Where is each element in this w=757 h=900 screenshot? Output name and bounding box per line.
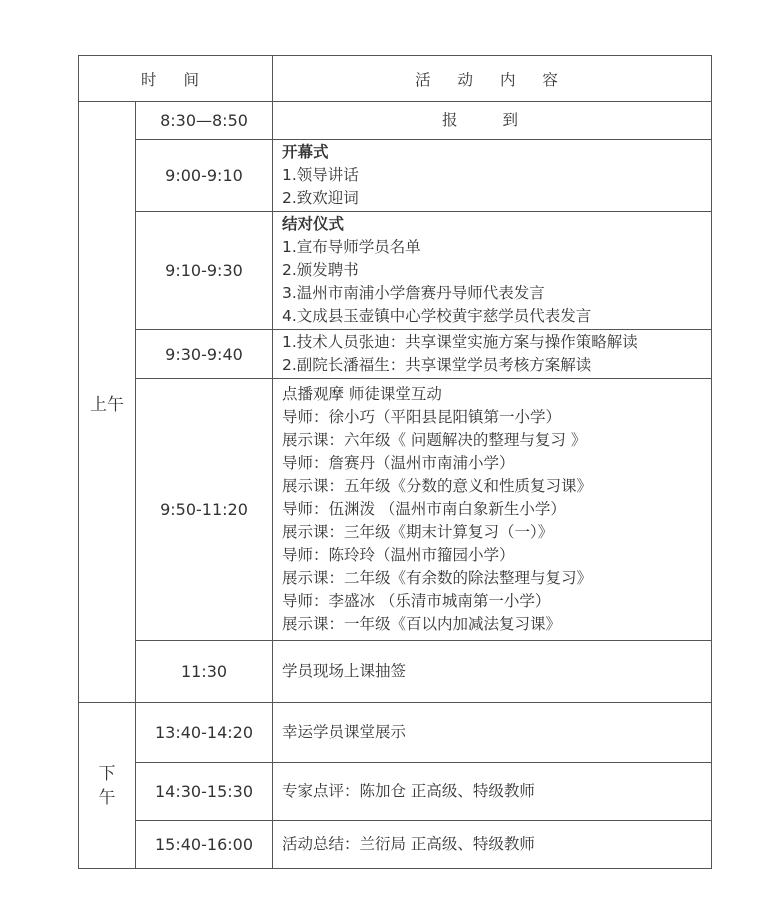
row-line: 幸运学员课堂展示 <box>282 723 407 741</box>
schedule-table <box>78 55 712 869</box>
row-content: 报 到 <box>273 102 712 140</box>
row-time: 9:50-11:20 <box>136 379 273 641</box>
row-content <box>273 140 712 212</box>
header-time: 时 间 <box>79 56 273 102</box>
period-afternoon-label-top: 下 <box>98 763 116 784</box>
period-morning <box>79 102 136 703</box>
row-content <box>273 379 712 641</box>
row-time: 9:30-9:40 <box>136 330 273 379</box>
row-line: 2.副院长潘福生：共享课堂学员考核方案解读 <box>282 356 592 374</box>
row-line: 导师：詹赛丹（温州市南浦小学） <box>282 454 515 472</box>
row-content <box>273 703 712 763</box>
row-title: 开幕式 <box>282 143 329 161</box>
table-row <box>79 379 712 641</box>
table-row <box>79 641 712 703</box>
row-time: 9:10-9:30 <box>136 212 273 330</box>
row-line: 导师：李盛冰 （乐清市城南第一小学） <box>282 592 551 610</box>
row-content <box>273 330 712 379</box>
row-line: 导师：伍渊泼 （温州市南白象新生小学） <box>282 500 566 518</box>
table-row <box>79 102 712 140</box>
row-content <box>273 821 712 869</box>
row-line: 活动总结：兰衍局 正高级、特级教师 <box>282 835 535 853</box>
table-row <box>79 140 712 212</box>
table-row <box>79 821 712 869</box>
period-afternoon-label-bottom: 午 <box>98 787 116 808</box>
row-time: 13:40-14:20 <box>136 703 273 763</box>
table-row <box>79 763 712 821</box>
row-content <box>273 763 712 821</box>
header-row <box>79 56 712 102</box>
period-morning-label: 上午 <box>90 394 124 415</box>
row-line: 2.致欢迎词 <box>282 189 359 207</box>
table-row <box>79 703 712 763</box>
row-line: 学员现场上课抽签 <box>282 662 407 680</box>
row-time: 11:30 <box>136 641 273 703</box>
row-content <box>273 212 712 330</box>
table-row <box>79 330 712 379</box>
row-line: 展示课：二年级《有余数的除法整理与复习》 <box>282 569 593 587</box>
row-line: 展示课：五年级《分数的意义和性质复习课》 <box>282 477 593 495</box>
table-row <box>79 212 712 330</box>
row-time: 8:30—8:50 <box>136 102 273 140</box>
row-line: 1.技术人员张迪：共享课堂实施方案与操作策略解读 <box>282 333 638 351</box>
row-line: 展示课：三年级《期末计算复习（一）》 <box>282 523 554 541</box>
row-line: 4.文成县玉壶镇中心学校黄宇慈学员代表发言 <box>282 307 592 325</box>
row-line: 导师：陈玲玲（温州市籀园小学） <box>282 546 515 564</box>
period-afternoon-label <box>98 762 116 810</box>
row-line: 点播观摩 师徒课堂互动 <box>282 385 442 403</box>
header-content: 活 动 内 容 <box>273 56 712 102</box>
row-line: 展示课：一年级《百以内加减法复习课》 <box>282 615 562 633</box>
row-line: 2.颁发聘书 <box>282 261 359 279</box>
row-title: 结对仪式 <box>282 215 345 233</box>
period-afternoon <box>79 703 136 869</box>
row-time: 9:00-9:10 <box>136 140 273 212</box>
row-line: 3.温州市南浦小学詹赛丹导师代表发言 <box>282 284 545 302</box>
row-line: 专家点评：陈加仓 正高级、特级教师 <box>282 782 535 800</box>
row-content <box>273 641 712 703</box>
row-line: 1.领导讲话 <box>282 166 359 184</box>
row-line: 导师：徐小巧（平阳县昆阳镇第一小学） <box>282 408 562 426</box>
row-line: 1.宣布导师学员名单 <box>282 238 421 256</box>
row-line: 展示课：六年级《 问题解决的整理与复习 》 <box>282 431 587 449</box>
row-time: 14:30-15:30 <box>136 763 273 821</box>
row-time: 15:40-16:00 <box>136 821 273 869</box>
